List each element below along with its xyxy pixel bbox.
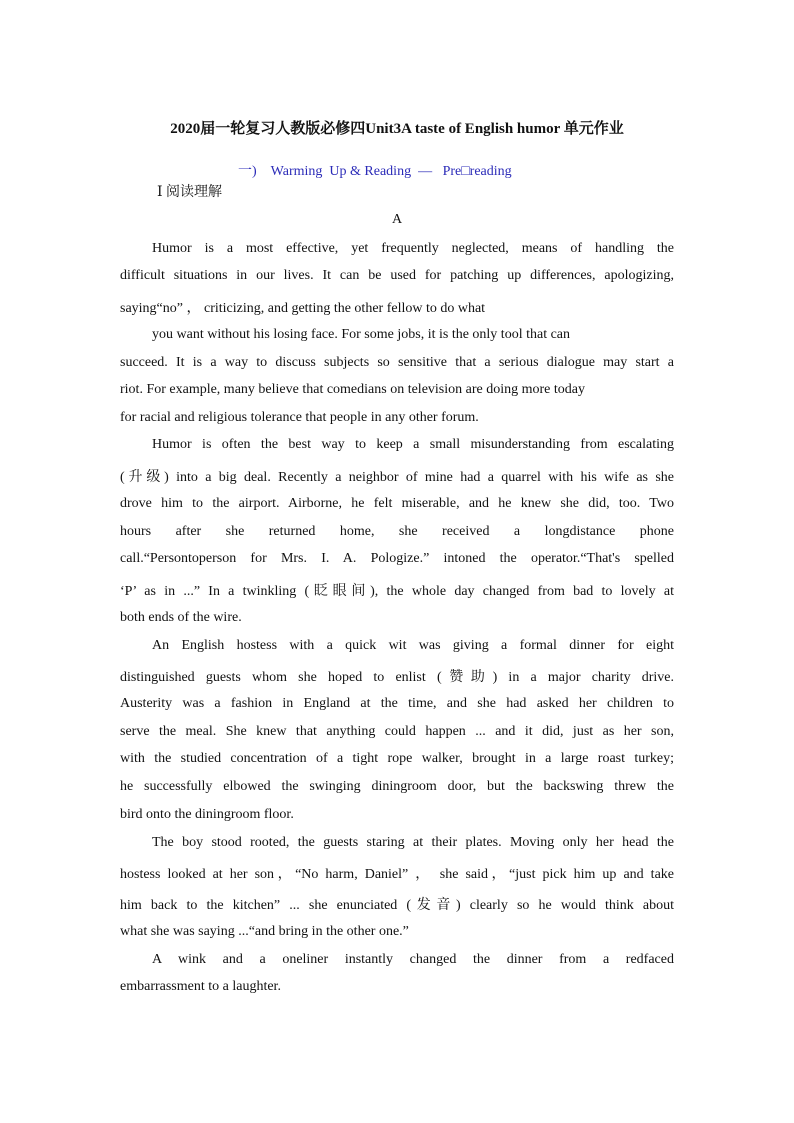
passage-line: ‘P’ as in ...” In a twinkling (眨眼间), the whole day changed from bad to lovely at bbox=[120, 584, 674, 599]
passage-line: for racial and religious tolerance that people in any other forum. bbox=[120, 410, 479, 425]
passage-line: serve the meal. She knew that anything could happen ... and it did, just as her son, bbox=[120, 724, 674, 739]
passage-line: bird onto the diningroom floor. bbox=[120, 807, 294, 822]
passage-line: hostess looked at her son，“No harm, Daniel” ， she said，“just pick him up and take bbox=[120, 867, 674, 882]
passage-line: you want without his losing face. For some jobs, it is the only tool that can bbox=[152, 327, 571, 342]
passage-line: drove him to the airport. Airborne, he felt miserable, and he knew she did, too. Two bbox=[120, 496, 674, 511]
passage-line: A wink and a oneliner instantly changed the dinner from a redfaced bbox=[152, 952, 674, 967]
passage-line: Humor is often the best way to keep a small misunderstanding from escalating bbox=[152, 437, 674, 452]
passage-line: hours after she returned home, she received a longdistance phone bbox=[120, 524, 674, 539]
document-title: 2020届一轮复习人教版必修四Unit3A taste of English humor 单元作业 bbox=[170, 121, 624, 137]
passage-line: embarrassment to a laughter. bbox=[120, 979, 281, 994]
passage-line: with the studied concentration of a tight rope walker, brought in a large roast turkey; bbox=[120, 751, 674, 766]
passage-line: An English hostess with a quick wit was giving a formal dinner for eight bbox=[152, 638, 674, 653]
passage-line: him back to the kitchen” ... she enunciated (发音) clearly so he would think about bbox=[120, 898, 674, 913]
passage-line: riot. For example, many believe that comedians on television are doing more today bbox=[120, 382, 585, 397]
passage-line: call.“Persontoperson for Mrs. I. A. Pologize.” intoned the operator.“That's spelled bbox=[120, 551, 674, 566]
passage-letter: A bbox=[391, 212, 403, 227]
passage-line: what she was saying ...“and bring in the other one.” bbox=[120, 924, 409, 939]
section-subtitle: 一) Warming Up & Reading — Pre□reading bbox=[238, 164, 512, 179]
passage-line: (升级) into a big deal. Recently a neighbor of mine had a quarrel with his wife as she bbox=[120, 470, 674, 485]
passage-line: Humor is a most effective, yet frequently neglected, means of handling the bbox=[152, 241, 674, 256]
passage-line: The boy stood rooted, the guests staring at their plates. Moving only her head the bbox=[152, 835, 674, 850]
passage-line: difficult situations in our lives. It can be used for patching up differences, apologizing, bbox=[120, 268, 674, 283]
passage-line: succeed. It is a way to discuss subjects so sensitive that a serious dialogue may start a bbox=[120, 355, 674, 370]
passage-line: saying“no” ， criticizing, and getting the other fellow to do what bbox=[120, 301, 486, 316]
passage-line: both ends of the wire. bbox=[120, 610, 242, 625]
section-heading: Ⅰ 阅读理解 bbox=[157, 185, 223, 200]
passage-line: he successfully elbowed the swinging diningroom door, but the backswing threw the bbox=[120, 779, 674, 794]
passage-line: Austerity was a fashion in England at the time, and she had asked her children to bbox=[120, 696, 674, 711]
passage-line: distinguished guests whom she hoped to enlist (赞助) in a major charity drive. bbox=[120, 670, 674, 685]
